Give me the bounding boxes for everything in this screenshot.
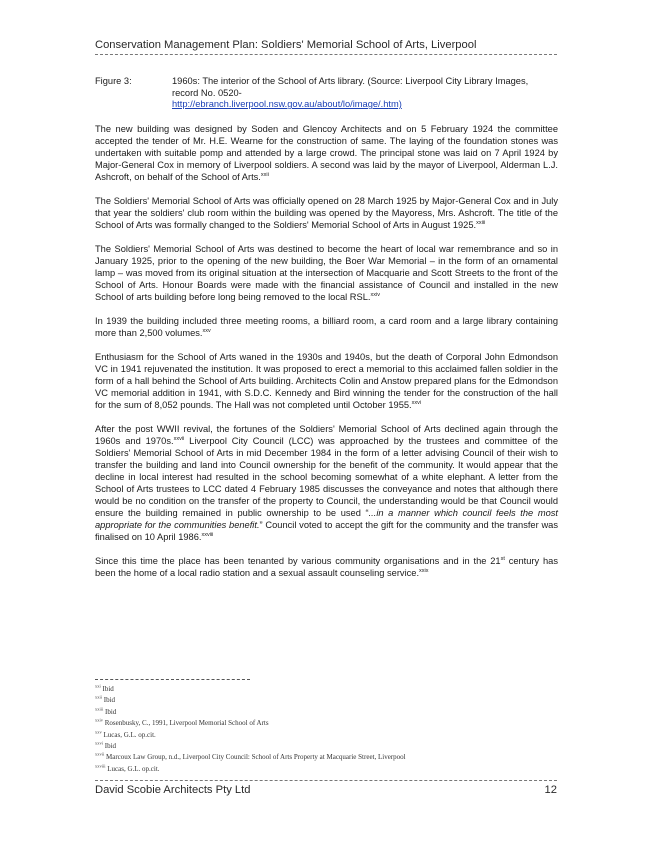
footnote: $^{xxv}$ Lucas, G.L. op.cit.: [95, 729, 156, 739]
document-body: [95, 123, 558, 591]
figure-source-link[interactable]: http://ebranch.liverpool.nsw.gov.au/about/lo/image/.htm): [172, 99, 402, 110]
paragraph-7: Since this time the place has been tenanted by various community organisations and in the 21st century has been the home of a local radio station and a sexual assault counseling service.$^{xxix}$: [95, 555, 558, 578]
header-divider: [95, 54, 557, 55]
endnote-ref: xxvi: [411, 399, 422, 406]
paragraph-3: The Soldiers' Memorial School of Arts was destined to become the heart of local war remembrance and so in January 1925, prior to the opening of the new building, the Boer War Memorial – in the form of an ornamental lamp – was moved from its original situation at the intersection of Macquarie and Scott Streets to the front of the School of Arts. Honour Boards were made with the financial assistance of Council and installed in the new School of arts building before long being removed to the local RSL.$^{xxiv}$: [95, 244, 558, 302]
endnote-ref: xxiv: [370, 291, 380, 298]
paragraph-6: After the post WWII revival, the fortunes of the Soldiers' Memorial School of Arts declined again through the 1960s and 1970s.$^{xxvii}$ Liverpool City Council (LCC) was approached by the trustees and committee of the Soldiers' Memorial School of Arts in mid December 1984 in the form of a letter advising Council of their wish to transfer the building and land into Council ownership for the benefit of the community. It would appear that the decline in local interest had resulted in the school becoming somewhat of a white elephant. A letter from the School of Arts trustees to LCC dated 4 February 1985 discusses the conveyance and notes that although there would be no condition on the transfer of the property to Council, the understanding would be that Council would ensure the building remained in public ownership to be used “...in a manner which council feels the most appropriate for the communities benefit.” Council voted to accept the gift for the community and the transfer was finalised on 10 April 1986.$^{xxviii}$: [95, 424, 559, 542]
footnotes: [95, 683, 406, 775]
paragraph-2: The Soldiers' Memorial School of Arts was officially opened on 28 March 1925 by Major-General Cox and in July that year the soldiers' club room within the building was opened by the Mayoress, Mrs. Ashcroft. The title of the School of Arts was formally changed to the Soldiers' Memorial School of Arts in August 1925.$^{xxiii}$: [95, 196, 558, 230]
footnote: $^{xxiii}$ Ibid: [95, 706, 117, 716]
page-header: Conservation Management Plan: Soldiers' Memorial School of Arts, Liverpool: [95, 39, 477, 51]
footer-divider: [95, 780, 557, 781]
figure-caption-text: [172, 76, 557, 111]
figure-caption-body: 1960s: The interior of the School of Arts library. (Source: Liverpool City Library Images, record No. 0520-: [172, 76, 529, 98]
endnote-ref: xxii: [260, 171, 269, 178]
footnote: $^{xxvii}$ Marcoux Law Group, n.d., Liverpool City Council: School of Arts Property at Macquarie Street, Liverpool: [95, 752, 406, 762]
footnote: $^{xxii}$ Ibid: [95, 695, 116, 705]
paragraph-4: In 1939 the building included three meeting rooms, a billiard room, a card room and a large library containing more than 2,500 volumes.$^{xxv}$: [95, 316, 558, 338]
quoted-text: ...in a manner which council feels the most appropriate for the communities benefit.: [95, 508, 558, 530]
paragraph-5: Enthusiasm for the School of Arts waned in the 1930s and 1940s, but the death of Corporal John Edmondson VC in 1941 rejuvenated the institution. It was proposed to erect a memorial to this acclaimed fallen soldier in the form of a hall behind the School of Arts building. Architects Colin and Anstow prepared plans for the Edmondson VC memorial addition in 1941, with S.D.C. Kennedy and Bird winning the tender for the construction of the hall for the sum of 8,052 pounds. The Hall was not completed until October 1955.$^{xxvi}$: [95, 352, 558, 410]
endnote-ref: xxvii: [173, 435, 185, 442]
endnote-ref: xxviii: [201, 531, 214, 538]
paragraph-1: The new building was designed by Soden and Glencoy Architects and on 5 February 1924 the committee accepted the tender of Mr. H.E. Wearne for the construction of same. The laying of the foundation stones was undertaken with suitable pomp and attended by a large crowd. The principal stone was laid on 7 April 1924 by Major-General Cox in memory of Liverpool soldiers. A second was laid by the mayor of Liverpool, Alderman L.J. Ashcroft, on behalf of the School of Arts.$^{xxii}$: [95, 124, 558, 182]
figure-label: Figure 3:: [95, 76, 132, 86]
footnote: $^{xxvi}$ Ibid: [95, 740, 117, 751]
endnote-ref: xxv: [202, 327, 211, 334]
footnote-divider: [95, 679, 250, 680]
endnote-ref: xxiii: [476, 219, 486, 226]
footnote: $^{xxviii}$ Lucas, G.L. op.cit.: [95, 763, 160, 773]
footnote: $^{xxi}$ Ibid: [95, 683, 114, 693]
ordinal-suffix: st: [500, 555, 505, 562]
footer-company: David Scobie Architects Pty Ltd: [95, 784, 251, 796]
endnote-ref: xxix: [419, 567, 429, 574]
page-number: 12: [544, 784, 557, 796]
footnote: $^{xxiv}$ Rosenbusky, C., 1991, Liverpool Memorial School of Arts: [95, 717, 269, 728]
